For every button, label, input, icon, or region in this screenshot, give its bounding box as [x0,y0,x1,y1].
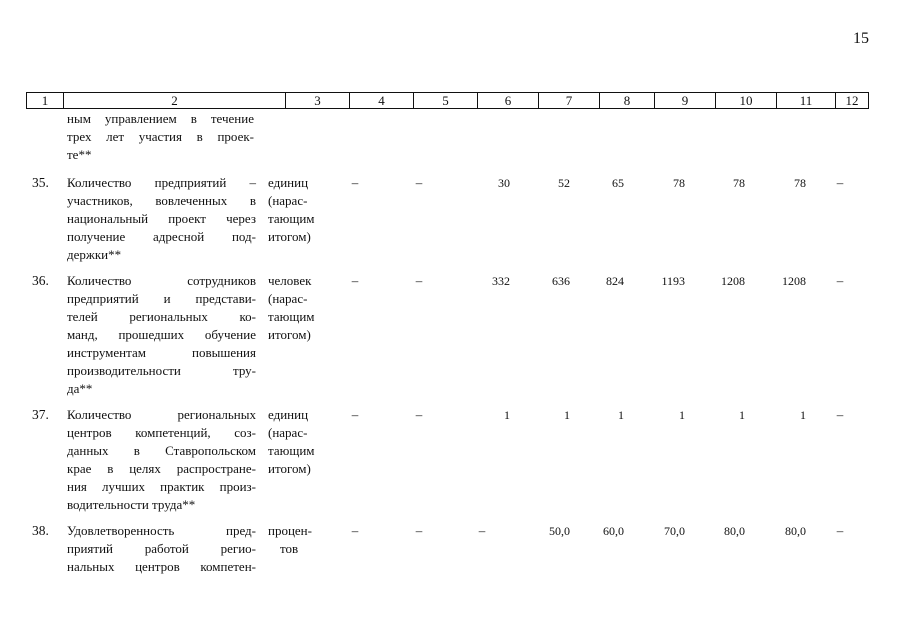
indicator-name-line: инструментам повышения [67,345,256,360]
cell-col-8: 824 [606,274,624,288]
unit-line: тающим [268,211,315,226]
continuation-line: те** [67,147,92,162]
cell-col-10: 80,0 [724,524,745,538]
cell-col-8: 1 [618,408,624,422]
cell-col-4: – [351,273,359,288]
cell-col-12: – [836,523,844,538]
cell-col-11: 80,0 [785,524,806,538]
unit-line: человек [268,273,312,288]
cell-col-7: 50,0 [549,524,570,538]
cell-col-5: – [415,407,423,422]
cell-col-12: – [836,273,844,288]
header-col-2: 2 [64,93,286,108]
indicator-name-line: нальных центров компетен- [67,559,256,574]
cell-col-9: 1 [679,408,685,422]
cell-col-9: 78 [673,176,685,190]
unit-line: итогом) [268,229,311,244]
row-number: 35. [32,175,49,190]
cell-col-6: 30 [498,176,510,190]
indicator-name-line: ния лучших практик произ- [67,479,256,494]
cell-col-8: 65 [612,176,624,190]
indicator-name-line: участников, вовлеченных в [67,193,256,208]
header-col-4: 4 [350,93,414,108]
row-number: 37. [32,407,49,422]
cell-col-10: 1208 [721,274,745,288]
unit-line: единиц [268,407,309,422]
indicator-name-line: производительности тру- [67,363,256,378]
indicator-name-line: крае в целях распростране- [67,461,256,476]
header-col-10: 10 [716,93,777,108]
unit-line: тающим [268,443,315,458]
row-number: 38. [32,523,49,538]
cell-col-5: – [415,523,423,538]
indicator-name-line: телей региональных ко- [67,309,256,324]
unit-line: (нарас- [268,291,308,306]
cell-col-10: 78 [733,176,745,190]
indicator-name-line: манд, прошедших обучение [67,327,256,342]
cell-col-5: – [415,273,423,288]
cell-col-8: 60,0 [603,524,624,538]
indicator-name-line: данных в Ставропольском [67,443,256,458]
cell-col-4: – [351,523,359,538]
unit-line: тов [280,541,299,556]
unit-line: итогом) [268,461,311,476]
indicator-name-line: центров компетенций, соз- [67,425,256,440]
header-col-8: 8 [600,93,655,108]
indicator-name-line: приятий работой регио- [67,541,256,556]
indicator-name-line: да** [67,381,93,396]
header-col-5: 5 [414,93,478,108]
cell-col-7: 636 [552,274,570,288]
continuation-line: ным управлением в течение [67,111,254,126]
header-col-3: 3 [286,93,350,108]
indicator-name-line: Удовлетворенность пред- [67,523,256,538]
header-col-6: 6 [478,93,539,108]
header-col-7: 7 [539,93,600,108]
cell-col-6: – [478,523,486,538]
unit-line: итогом) [268,327,311,342]
page-number: 15 [853,30,869,47]
cell-col-11: 1208 [782,274,806,288]
indicator-name-line: водительности труда** [67,497,196,512]
cell-col-4: – [351,407,359,422]
cell-col-11: 78 [794,176,806,190]
header-col-9: 9 [655,93,716,108]
row-number: 36. [32,273,49,288]
indicator-name-line: предприятий и представи- [67,291,256,306]
unit-line: тающим [268,309,315,324]
table-header-row [26,92,869,109]
cell-col-4: – [351,175,359,190]
cell-col-7: 52 [558,176,570,190]
cell-col-10: 1 [739,408,745,422]
indicator-name-line: Количество региональных [67,407,256,422]
cell-col-9: 70,0 [664,524,685,538]
indicator-name-line: получение адресной под- [67,229,256,244]
unit-line: (нарас- [268,425,308,440]
cell-col-12: – [836,175,844,190]
cell-col-6: 332 [492,274,510,288]
unit-line: (нарас- [268,193,308,208]
cell-col-9: 1193 [661,274,685,288]
indicator-name-line: держки** [67,247,122,262]
header-col-11: 11 [777,93,836,108]
indicator-name-line: Количество сотрудников [67,273,256,288]
cell-col-6: 1 [504,408,510,422]
unit-line: процен- [268,523,312,538]
indicator-name-line: национальный проект через [67,211,256,226]
cell-col-5: – [415,175,423,190]
cell-col-12: – [836,407,844,422]
cell-col-7: 1 [564,408,570,422]
header-col-1: 1 [27,93,64,108]
cell-col-11: 1 [800,408,806,422]
continuation-line: трех лет участия в проек- [67,129,254,144]
unit-line: единиц [268,175,309,190]
indicator-name-line: Количество предприятий – [67,175,256,190]
header-col-12: 12 [845,93,859,108]
